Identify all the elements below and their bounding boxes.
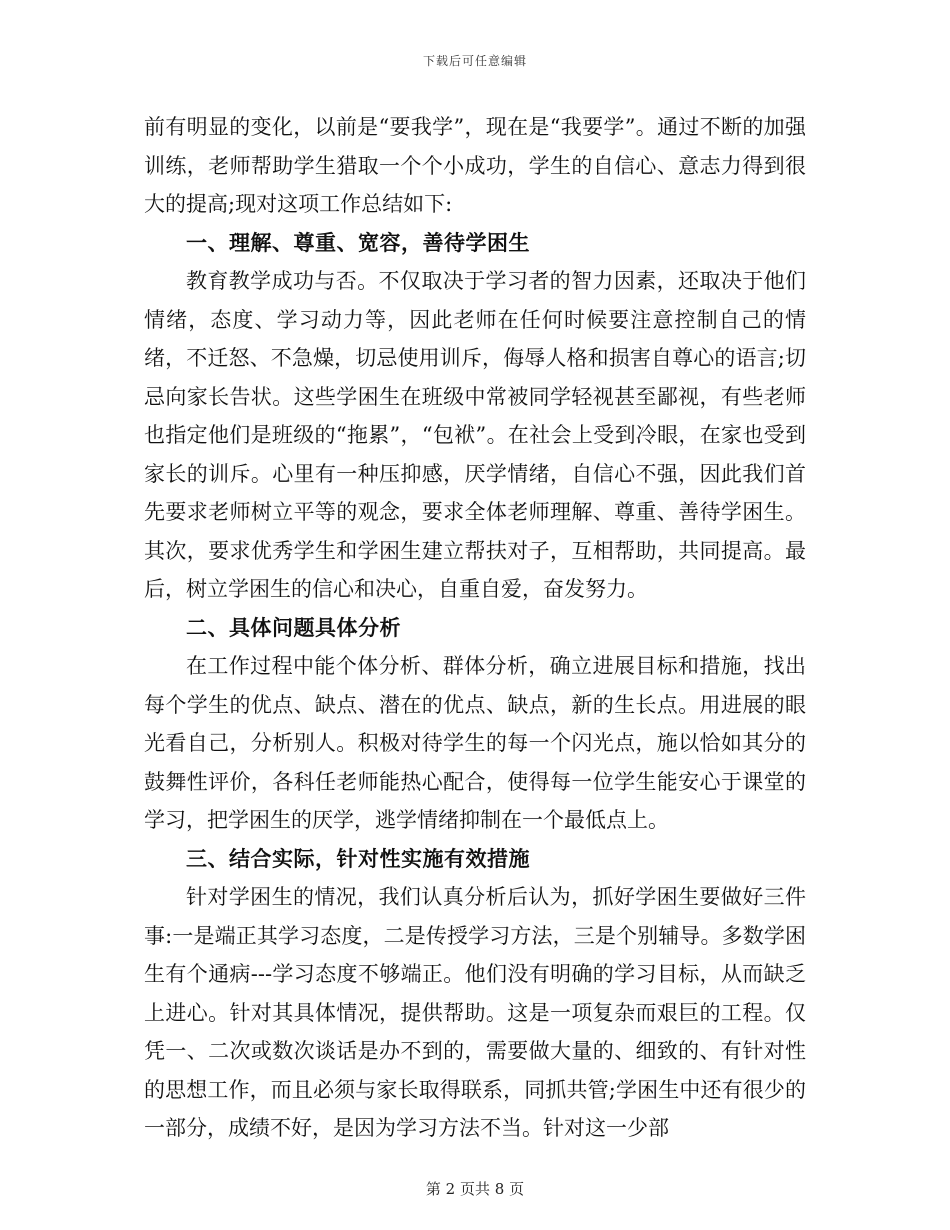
section-2-heading: 二、具体问题具体分析: [186, 614, 401, 640]
page-number: 第 2 页共 8 页: [425, 1180, 525, 1198]
section-1-paragraph: 教育教学成功与否。不仅取决于学习者的智力因素，还取决于他们情绪，态度、学习动力等，因此老师在任何时候要注意控制自己的情绪，不迁怒、不急燥，切忌使用训斥，侮辱人格和损害自尊心的语言;切忌向家长告状。这些学困生在班级中常被同学轻视甚至鄙视，有些老师也指定他们是班级的“拖累”，“包袱”。在社会上受到冷眼，在家也受到家长的训斥。心里有一种压抑感，厌学情绪，自信心不强，因此我们首先要求老师树立平等的观念，要求全体老师理解、尊重、善待学困生。其次，要求优秀学生和学困生建立帮扶对子，互相帮助，共同提高。最后，树立学困生的信心和决心，自重自爱，奋发努力。: [144, 269, 806, 601]
document-body: [144, 108, 806, 1148]
section-1-heading: 一、理解、尊重、宽容，善待学困生: [186, 229, 530, 255]
section-3-heading: 三、结合实际，针对性实施有效措施: [186, 845, 530, 871]
page-header: 下载后可任意编辑: [422, 54, 527, 68]
section-3-paragraph: 针对学困生的情况，我们认真分析后认为，抓好学困生要做好三件事:一是端正其学习态度，二是传授学习方法，三是个别辅导。多数学困生有个通病---学习态度不够端正。他们没有明确的学习目标，从而缺乏上进心。针对其具体情况，提供帮助。这是一项复杂而艰巨的工程。仅凭一、二次或数次谈话是办不到的，需要做大量的、细致的、有针对性的思想工作，而且必须与家长取得联系，同抓共管;学困生中还有很少的一部分，成绩不好，是因为学习方法不当。针对这一少部: [144, 885, 806, 1140]
intro-paragraph: 前有明显的变化，以前是“要我学”，现在是“我要学”。通过不断的加强训练，老师帮助学生猎取一个个小成功，学生的自信心、意志力得到很大的提高;现对这项工作总结如下:: [144, 115, 806, 216]
section-2-paragraph: 在工作过程中能个体分析、群体分析，确立进展目标和措施，找出每个学生的优点、缺点、潜在的优点、缺点，新的生长点。用进展的眼光看自己，分析别人。积极对待学生的每一个闪光点，施以恰如其分的鼓舞性评价，各科任老师能热心配合，使得每一位学生能安心于课堂的学习，把学困生的厌学，逃学情绪抑制在一个最低点上。: [144, 654, 806, 832]
